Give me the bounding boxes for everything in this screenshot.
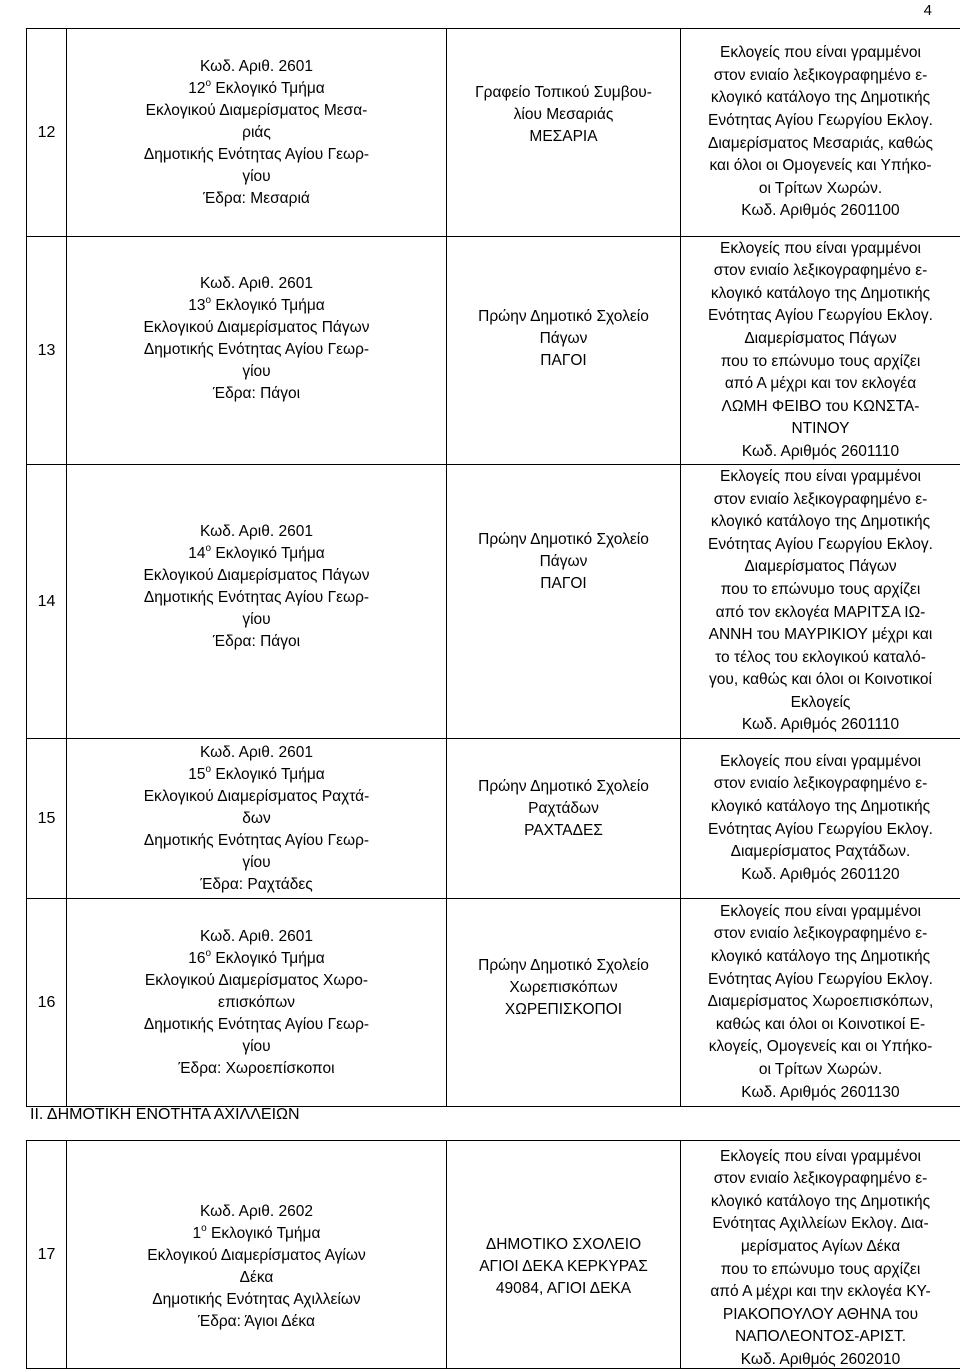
- table-row: [27, 739, 960, 899]
- venue-cell: ΔΗΜΟΤΙΚΟ ΣΧΟΛΕΙΟ ΑΓΙΟΙ ΔΕΚΑ ΚΕΡΚΥΡΑΣ 49084, ΑΓΙΟΙ ΔΕΚΑ: [447, 1141, 681, 1369]
- row-number: 12: [27, 29, 67, 237]
- row-number: 16: [27, 899, 67, 1107]
- table-row: [27, 29, 960, 237]
- venue-cell: Πρώην Δημοτικό Σχολείο Ραχτάδων ΡΑΧΤΑΔΕΣ: [447, 739, 681, 899]
- section-heading: ΙΙ. ΔΗΜΟΤΙΚΗ ΕΝΟΤΗΤΑ ΑΧΙΛΛΕΙΩΝ: [30, 1106, 300, 1124]
- venue-cell: Πρώην Δημοτικό Σχολείο Χωρεπισκόπων ΧΩΡΕΠΙΣΚΟΠΟΙ: [447, 899, 681, 1107]
- row-number: 13: [27, 237, 67, 465]
- voters-cell: Εκλογείς που είναι γραμμένοι στον ενιαίο λεξικογραφημένο ε- κλογικό κατάλογο της Δημοτικής Ενότητας Αγίου Γεωργίου Εκλογ. Διαμερίσματος Πάγων που το επώνυμο τους αρχίζει από Α μέχρι και τον εκλογέα ΛΩΜΗ ΦΕΙΒΟ του ΚΩΝΣΤΑ- ΝΤΙΝΟΥ Κωδ. Αριθμός 2601110: [681, 237, 960, 465]
- voters-cell: Εκλογείς που είναι γραμμένοι στον ενιαίο λεξικογραφημένο ε- κλογικό κατάλογο της Δημοτικής Ενότητας Αγίου Γεωργίου Εκλογ. Διαμερίσματος Χωροεπισκόπων, καθώς και όλοι οι Κοινοτικοί Ε- κλογείς, Ομογενείς και οι Υπήκο- οι Τρίτων Χωρών. Κωδ. Αριθμός 2601130: [681, 899, 960, 1107]
- voters-cell: Εκλογείς που είναι γραμμένοι στον ενιαίο λεξικογραφημένο ε- κλογικό κατάλογο της Δημοτικής Ενότητας Αγίου Γεωργίου Εκλογ. Διαμερίσματος Ραχτάδων. Κωδ. Αριθμός 2601120: [681, 739, 960, 899]
- row-number: 17: [27, 1141, 67, 1369]
- polling-stations-table: [26, 28, 960, 1107]
- row-number: 15: [27, 739, 67, 899]
- department-cell: Κωδ. Αριθ. 2601 $13^o$ Εκλογικό Τμήμα Εκλογικού Διαμερίσματος Πάγων Δημοτικής Ενότητας Αγίου Γεωρ- γίου Έδρα: Πάγοι: [67, 237, 447, 465]
- table-row: [27, 465, 960, 739]
- department-cell: Κωδ. Αριθ. 2602 $1^o$ Εκλογικό Τμήμα Εκλογικού Διαμερίσματος Αγίων Δέκα Δημοτικής Ενότητας Αχιλλείων Έδρα: Άγιοι Δέκα: [67, 1141, 447, 1369]
- department-cell: Κωδ. Αριθ. 2601 $14^o$ Εκλογικό Τμήμα Εκλογικού Διαμερίσματος Πάγων Δημοτικής Ενότητας Αγίου Γεωρ- γίου Έδρα: Πάγοι: [67, 465, 447, 739]
- page-number: 4: [924, 2, 932, 19]
- department-cell: Κωδ. Αριθ. 2601 $12^o$ Εκλογικό Τμήμα Εκλογικού Διαμερίσματος Μεσα- ριάς Δημοτικής Ενότητας Αγίου Γεωρ- γίου Έδρα: Μεσαριά: [67, 29, 447, 237]
- voters-cell: Εκλογείς που είναι γραμμένοι στον ενιαίο λεξικογραφημένο ε- κλογικό κατάλογο της Δημοτικής Ενότητας Αγίου Γεωργίου Εκλογ. Διαμερίσματος Πάγων που το επώνυμο τους αρχίζει από τον εκλογέα ΜΑΡΙΤΣΑ ΙΩ- ΑΝΝΗ του ΜΑΥΡΙΚΙΟΥ μέχρι και το τέλος του εκλογικού καταλό- γου, καθώς και όλοι οι Κοινοτικοί Εκλογείς Κωδ. Αριθμός 2601110: [681, 465, 960, 739]
- table-row: [27, 1141, 960, 1369]
- table-row: [27, 237, 960, 465]
- venue-cell: Πρώην Δημοτικό Σχολείο Πάγων ΠΑΓΟΙ: [447, 465, 681, 739]
- department-cell: Κωδ. Αριθ. 2601 $15^o$ Εκλογικό Τμήμα Εκλογικού Διαμερίσματος Ραχτά- δων Δημοτικής Ενότητας Αγίου Γεωρ- γίου Έδρα: Ραχτάδες: [67, 739, 447, 899]
- venue-cell: Πρώην Δημοτικό Σχολείο Πάγων ΠΑΓΟΙ: [447, 237, 681, 465]
- table-row: [27, 899, 960, 1107]
- venue-cell: Γραφείο Τοπικού Συμβου- λίου Μεσαριάς ΜΕΣΑΡΙΑ: [447, 29, 681, 237]
- row-number: 14: [27, 465, 67, 739]
- department-cell: Κωδ. Αριθ. 2601 $16^o$ Εκλογικό Τμήμα Εκλογικού Διαμερίσματος Χωρο- επισκόπων Δημοτικής Ενότητας Αγίου Γεωρ- γίου Έδρα: Χωροεπίσκοποι: [67, 899, 447, 1107]
- voters-cell: Εκλογείς που είναι γραμμένοι στον ενιαίο λεξικογραφημένο ε- κλογικό κατάλογο της Δημοτικής Ενότητας Αχιλλείων Εκλογ. Δια- μερίσματος Αγίων Δέκα που το επώνυμο τους αρχίζει από Α μέχρι και την εκλογέα ΚΥ- ΡΙΑΚΟΠΟΥΛΟΥ ΑΘΗΝΑ του ΝΑΠΟΛΕΟΝΤΟΣ-ΑΡΙΣΤ. Κωδ. Αριθμός 2602010: [681, 1141, 960, 1369]
- polling-stations-table-section-2: [26, 1140, 960, 1369]
- voters-cell: Εκλογείς που είναι γραμμένοι στον ενιαίο λεξικογραφημένο ε- κλογικό κατάλογο της Δημοτικής Ενότητας Αγίου Γεωργίου Εκλογ. Διαμερίσματος Μεσαριάς, καθώς και όλοι οι Ομογενείς και Υπήκο- οι Τρίτων Χωρών. Κωδ. Αριθμός 2601100: [681, 29, 960, 237]
